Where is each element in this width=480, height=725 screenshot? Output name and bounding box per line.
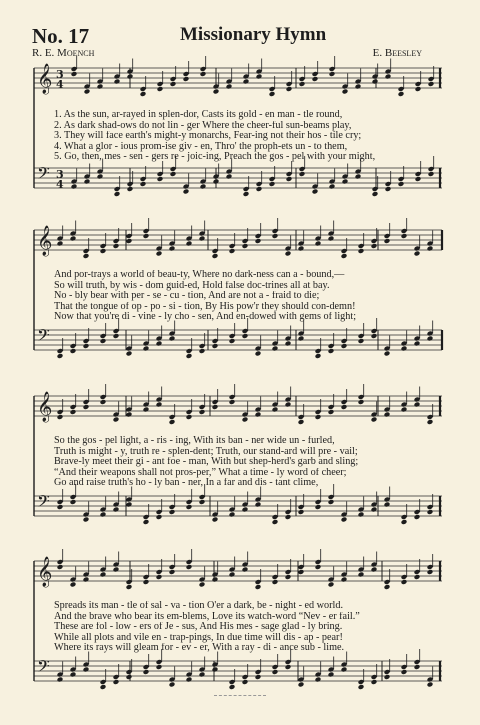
note-head [84, 179, 91, 185]
note-head [100, 512, 107, 518]
note-head [286, 176, 293, 182]
lyric-line: So the gos - pel light, a - ris - ing, With its ban - ner wide un - furled, [54, 436, 335, 446]
note-head [212, 577, 219, 583]
note-head [186, 414, 193, 420]
note-head [212, 253, 219, 259]
music-system-3 [34, 388, 442, 548]
bass-clef-icon: 𝄢 [37, 656, 50, 680]
note-head [299, 81, 306, 87]
hymn-number: No. 17 [32, 24, 90, 48]
note-head [213, 89, 220, 95]
note-head [384, 674, 391, 680]
note-head [414, 574, 421, 580]
note-head [298, 336, 305, 342]
note-head [285, 402, 292, 408]
note-head [371, 507, 378, 513]
note-head [384, 238, 391, 244]
lyric-block [54, 110, 440, 163]
note-head [285, 514, 292, 520]
note-head [242, 417, 249, 423]
note-head [100, 399, 107, 405]
note-head [212, 517, 219, 523]
note-head [212, 343, 219, 349]
note-head [140, 181, 147, 187]
note-head [84, 89, 91, 95]
music-system-4 [34, 553, 442, 713]
note-head [428, 171, 435, 177]
note-head [328, 582, 335, 588]
note-head [371, 417, 378, 423]
note-head [315, 353, 322, 359]
note-head [401, 346, 408, 352]
note-head [371, 679, 378, 685]
note-head [212, 404, 219, 410]
note-head [126, 584, 133, 590]
lyric-block [54, 436, 440, 489]
note-head [113, 243, 120, 249]
treble-clef-icon: 𝄞 [37, 557, 53, 587]
note-head [427, 419, 434, 425]
note-head [401, 233, 408, 239]
note-head [414, 664, 421, 670]
note-head [57, 414, 64, 420]
note-head [315, 414, 322, 420]
note-head [427, 569, 434, 575]
note-head [272, 407, 279, 413]
lyric-line: No - bly bear with per - se - cu - tion, And are not a - fraid to die; [54, 291, 320, 302]
note-head [170, 171, 177, 177]
note-head [315, 564, 322, 570]
note-head [401, 519, 408, 525]
hymn-title: Missionary Hymn [180, 24, 327, 45]
lyric-line: Truth is might - y, truth re - splen-dent; Truth, our stand-ard will pre - vail; [54, 446, 358, 457]
note-head [100, 338, 107, 344]
note-head [126, 351, 133, 357]
lyric-line: “And their weapons shall not pros-per,” What a time - ly word of cheer; [54, 467, 347, 478]
note-head [427, 682, 434, 688]
note-head [272, 519, 279, 525]
note-head [269, 181, 276, 187]
note-head [385, 186, 392, 192]
note-head [285, 251, 292, 257]
note-head [298, 509, 305, 515]
svg-text:4: 4 [56, 78, 64, 91]
note-head [272, 669, 279, 675]
note-head [243, 191, 250, 197]
lyric-line: 1. As the sun, ar-rayed in splen-dor, Casts its gold - en man - tle round, [54, 110, 343, 120]
page-footer-rule [214, 695, 266, 697]
note-head [83, 577, 90, 583]
note-head [384, 502, 391, 508]
note-head [126, 674, 133, 680]
note-head [156, 341, 163, 347]
note-head [186, 677, 193, 683]
note-head [186, 353, 193, 359]
note-head [328, 409, 335, 415]
note-head [127, 74, 134, 80]
note-head [427, 246, 434, 252]
note-head [83, 253, 90, 259]
lyric-line: Where its rays will gleam for - ev - er, With a ray - di - ance sub - lime. [54, 643, 345, 654]
note-head [256, 186, 263, 192]
note-head [97, 84, 104, 90]
note-head [285, 574, 292, 580]
treble-clef-icon: 𝄞 [37, 392, 53, 422]
note-head [358, 572, 365, 578]
note-head [341, 253, 348, 259]
note-head [329, 184, 336, 190]
lyric-line: 4. What a glor - ious prom-ise giv - en, Thro' the proph-ets un - to them, [54, 141, 348, 152]
note-head [414, 341, 421, 347]
note-head [213, 179, 220, 185]
note-head [156, 664, 163, 670]
note-head [100, 684, 107, 690]
note-head [83, 667, 90, 673]
note-head [255, 674, 262, 680]
music-system-2 [34, 222, 442, 382]
note-head [341, 517, 348, 523]
note-head [342, 179, 349, 185]
bass-clef-icon: 𝄢 [37, 491, 50, 515]
note-head [358, 399, 365, 405]
note-head [414, 514, 421, 520]
note-head [83, 343, 90, 349]
note-head [200, 184, 207, 190]
note-head [415, 86, 422, 92]
svg-text:4: 4 [56, 178, 64, 191]
note-head [57, 241, 64, 247]
note-head [272, 579, 279, 585]
lyric-line: Go and raise truth's ho - ly ban - ner, In a far and dis - tant clime, [54, 478, 319, 489]
note-head [329, 71, 336, 77]
note-head [298, 569, 305, 575]
note-head [328, 236, 335, 242]
lyric-line: And the brave who bear its em-blems, Love its watch-word “Nev - er fail.” [54, 611, 360, 622]
note-head [113, 333, 120, 339]
note-head [384, 351, 391, 357]
note-head [156, 514, 163, 520]
note-head [157, 176, 164, 182]
treble-staff [34, 549, 442, 590]
note-head [114, 79, 121, 85]
note-head [200, 71, 207, 77]
note-head [401, 579, 408, 585]
note-head [358, 338, 365, 344]
note-head [328, 348, 335, 354]
note-head [328, 499, 335, 505]
note-head [183, 76, 190, 82]
note-head [226, 84, 233, 90]
note-head [341, 343, 348, 349]
note-head [384, 412, 391, 418]
note-head [401, 669, 408, 675]
lyric-line: 3. They will face earth's might-y monarchs, Fear-ing not their hos - tile cry; [54, 131, 362, 142]
note-head [57, 564, 64, 570]
note-head [286, 86, 293, 92]
note-head [113, 679, 120, 685]
note-head [328, 672, 335, 678]
lyric-line: That the tongue of op - po - si - tion, By His pow'r they should con-demn! [54, 301, 356, 312]
note-head [285, 341, 292, 347]
treble-clef-icon: 𝄞 [37, 64, 53, 94]
note-head [186, 504, 193, 510]
lyric-line: So will truth, by wis - dom guid-ed, Hold false doc-trines all at bay. [54, 280, 330, 291]
note-head [83, 517, 90, 523]
note-head [315, 504, 322, 510]
note-head [157, 86, 164, 92]
note-head [358, 684, 365, 690]
note-head [169, 569, 176, 575]
note-head [255, 351, 262, 357]
note-head [83, 404, 90, 410]
note-head [212, 667, 219, 673]
lyric-line: While all plots and vile en - trap-pings, In due time will dis - ap - pear! [54, 632, 343, 643]
note-head [143, 579, 150, 585]
lyric-block [54, 270, 440, 323]
note-head [371, 243, 378, 249]
note-head [143, 233, 150, 239]
note-head [298, 419, 305, 425]
lyric-line: 2. As dark shad-ows do not lin - ger Where the cheer-ful sun-beams play, [54, 120, 352, 131]
note-head [427, 509, 434, 515]
note-head [113, 567, 120, 573]
note-head [269, 91, 276, 97]
note-head [70, 236, 77, 242]
note-head [169, 336, 176, 342]
note-head [341, 667, 348, 673]
note-head [242, 243, 249, 249]
note-head [229, 572, 236, 578]
note-head [427, 336, 434, 342]
composer-credit: R. E. Moench [32, 47, 95, 59]
note-head [169, 419, 176, 425]
note-head [242, 679, 249, 685]
note-head [169, 509, 176, 515]
treble-staff [34, 218, 442, 259]
note-head [384, 584, 391, 590]
note-head [414, 251, 421, 257]
note-head [143, 519, 150, 525]
note-head [100, 248, 107, 254]
lyric-line: Brave-ly meet their gi - ant foe - man, With but shep-herd's garb and sling; [54, 457, 359, 468]
note-head [243, 79, 250, 85]
music-system-1 [34, 60, 442, 220]
note-head [355, 174, 362, 180]
note-head [226, 174, 233, 180]
note-head [71, 184, 78, 190]
note-head [385, 74, 392, 80]
lyric-block [54, 601, 440, 654]
note-head [70, 499, 77, 505]
note-head [97, 174, 104, 180]
note-head [113, 417, 120, 423]
treble-staff [34, 56, 442, 97]
bass-staff [34, 318, 442, 359]
lyric-line: Now that you're di - vine - ly cho - sen, And en-dowed with gems of light; [54, 312, 357, 323]
note-head [113, 507, 120, 513]
note-head [143, 346, 150, 352]
note-head [156, 402, 163, 408]
note-head [255, 412, 262, 418]
lyric-line: And por-trays a world of beau-ty, Where no dark-ness can a - bound,— [54, 270, 345, 280]
lyric-line: These are fol - low - ers of Je - sus, And His mes - sage glad - ly bring. [54, 622, 343, 633]
note-head [57, 677, 64, 683]
note-head [342, 89, 349, 95]
note-head [186, 564, 193, 570]
note-head [341, 577, 348, 583]
note-head [143, 669, 150, 675]
note-head [199, 236, 206, 242]
arranger-credit: E. Beesley [372, 47, 422, 59]
note-head [70, 672, 77, 678]
note-head [255, 584, 262, 590]
note-head [156, 574, 163, 580]
time-signature-icon: 3 [56, 168, 64, 181]
note-head [183, 189, 190, 195]
note-head [358, 248, 365, 254]
note-head [398, 91, 405, 97]
note-head [229, 512, 236, 518]
note-head [126, 238, 133, 244]
treble-staff [34, 384, 442, 425]
note-head [312, 189, 319, 195]
note-head [372, 79, 379, 85]
note-head [170, 81, 177, 87]
note-head [315, 677, 322, 683]
time-signature-icon: 3 [56, 68, 64, 81]
note-head [186, 241, 193, 247]
note-head [169, 682, 176, 688]
bass-clef-icon: 𝄢 [37, 325, 50, 349]
bass-staff [34, 649, 442, 690]
note-head [229, 248, 236, 254]
note-head [70, 409, 77, 415]
treble-clef-icon: 𝄞 [37, 226, 53, 256]
note-head [341, 404, 348, 410]
note-head [358, 512, 365, 518]
note-head [229, 684, 236, 690]
note-head [272, 346, 279, 352]
note-head [371, 567, 378, 573]
note-head [312, 76, 319, 82]
note-head [255, 238, 262, 244]
note-head [242, 567, 249, 573]
bass-clef-icon: 𝄢 [37, 163, 50, 187]
note-head [398, 181, 405, 187]
note-head [57, 504, 64, 510]
note-head [199, 582, 206, 588]
note-head [428, 81, 435, 87]
note-head [298, 246, 305, 252]
lyric-line: Spreads its man - tle of sal - va - tion O'er a dark, be - night - ed world. [54, 601, 343, 611]
note-head [229, 399, 236, 405]
note-head [229, 338, 236, 344]
note-head [315, 241, 322, 247]
note-head [100, 572, 107, 578]
note-head [298, 682, 305, 688]
note-head [126, 412, 133, 418]
note-head [372, 191, 379, 197]
note-head [143, 407, 150, 413]
note-head [242, 507, 249, 513]
note-head [415, 176, 422, 182]
note-head [355, 84, 362, 90]
note-head [401, 407, 408, 413]
note-head [169, 246, 176, 252]
note-head [414, 402, 421, 408]
note-head [57, 353, 64, 359]
note-head [140, 91, 147, 97]
note-head [285, 664, 292, 670]
note-head [199, 348, 206, 354]
note-head [199, 672, 206, 678]
note-head [242, 333, 249, 339]
note-head [70, 348, 77, 354]
note-head [71, 71, 78, 77]
note-head [272, 233, 279, 239]
note-head [114, 191, 121, 197]
note-head [299, 171, 306, 177]
note-head [255, 502, 262, 508]
note-head [127, 186, 134, 192]
note-head [70, 582, 77, 588]
note-head [156, 251, 163, 257]
note-head [371, 333, 378, 339]
note-head [126, 502, 133, 508]
lyric-line: 5. Go, then, mes - sen - gers re - joic-ing, Preach the gos - pel with your might, [54, 152, 376, 163]
note-head [199, 409, 206, 415]
note-head [256, 74, 263, 80]
note-head [199, 499, 206, 505]
bass-staff [34, 484, 442, 525]
